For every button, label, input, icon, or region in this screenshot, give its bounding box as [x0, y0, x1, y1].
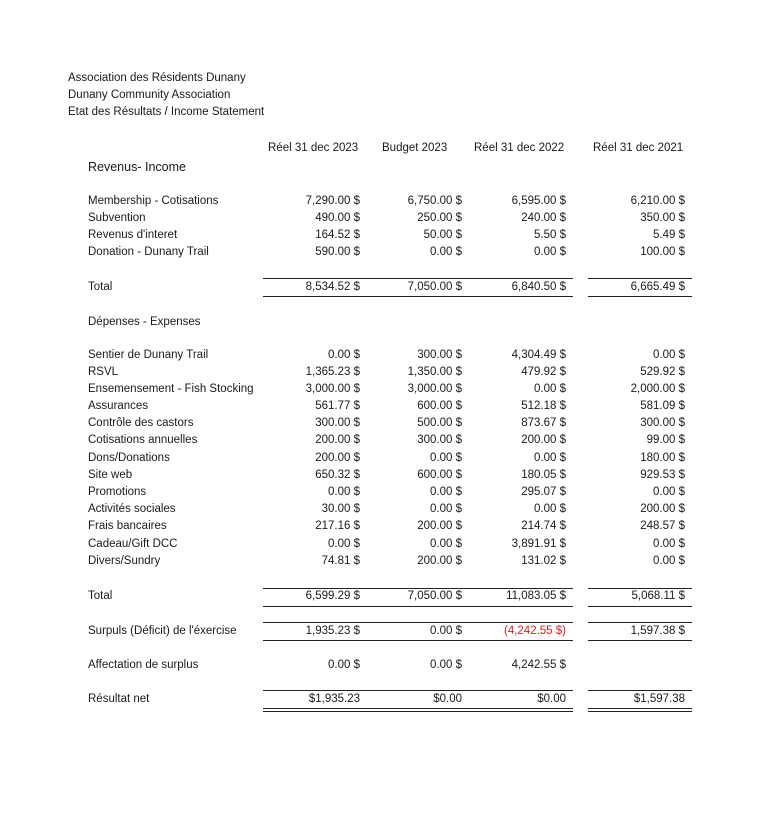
expenses-section-title: Dépenses - Expenses	[88, 316, 201, 328]
divider	[588, 622, 692, 623]
table-row: Membership - Cotisations 7,290.00 $ 6,750.00 $ 6,595.00 $ 6,210.00 $	[88, 195, 685, 207]
org-name-en: Dunany Community Association	[68, 89, 231, 101]
divider	[588, 278, 692, 279]
double-underline	[263, 708, 573, 712]
double-underline	[588, 708, 692, 712]
table-row: Dons/Donations 200.00 $ 0.00 $ 0.00 $ 180.00 $	[88, 452, 685, 464]
divider	[263, 588, 573, 589]
deficit-value: (4,242.55 $)	[503, 625, 566, 637]
table-row: Donation - Dunany Trail 590.00 $ 0.00 $ 0.00 $ 100.00 $	[88, 246, 685, 258]
org-name-fr: Association des Résidents Dunany	[68, 72, 246, 84]
net-result-row: Résultat net $1,935.23 $0.00 $0.00 $1,597.38	[88, 693, 685, 705]
expenses-total-row: Total 6,599.29 $ 7,050.00 $ 11,083.05 $ 5,068.11 $	[88, 590, 685, 602]
col-header-actual-2022: Réel 31 dec 2022	[474, 142, 565, 154]
divider	[263, 640, 573, 641]
divider	[588, 640, 692, 641]
table-row: RSVL 1,365.23 $ 1,350.00 $ 479.92 $ 529.92 $	[88, 366, 685, 378]
table-row: Site web 650.32 $ 600.00 $ 180.05 $ 929.53 $	[88, 469, 685, 481]
col-header-budget-2023: Budget 2023	[382, 142, 448, 154]
table-row: Sentier de Dunany Trail 0.00 $ 300.00 $ 4,304.49 $ 0.00 $	[88, 349, 685, 361]
divider	[588, 296, 692, 297]
divider	[263, 622, 573, 623]
surplus-row: Surpuls (Déficit) de l'éxercise 1,935.23 $ 0.00 $ (4,242.55 $) 1,597.38 $	[88, 625, 685, 637]
table-row: Cotisations annuelles 200.00 $ 300.00 $ 200.00 $ 99.00 $	[88, 434, 685, 446]
divider	[263, 278, 573, 279]
divider	[588, 606, 692, 607]
divider	[588, 588, 692, 589]
divider	[263, 606, 573, 607]
table-row: Subvention 490.00 $ 250.00 $ 240.00 $ 350.00 $	[88, 212, 685, 224]
table-row: Revenus d'interet 164.52 $ 50.00 $ 5.50 $ 5.49 $	[88, 229, 685, 241]
table-row: Assurances 561.77 $ 600.00 $ 512.18 $ 581.09 $	[88, 400, 685, 412]
table-row: Contrôle des castors 300.00 $ 500.00 $ 873.67 $ 300.00 $	[88, 417, 685, 429]
col-header-actual-2021: Réel 31 dec 2021	[593, 142, 684, 154]
income-total-row: Total 8,534.52 $ 7,050.00 $ 6,840.50 $ 6,665.49 $	[88, 281, 685, 293]
table-row: Activités sociales 30.00 $ 0.00 $ 0.00 $ 200.00 $	[88, 503, 685, 515]
income-section-title: Revenus- Income	[88, 160, 186, 174]
table-row: Promotions 0.00 $ 0.00 $ 295.07 $ 0.00 $	[88, 486, 685, 498]
statement-title: Etat des Résultats / Income Statement	[68, 106, 265, 118]
allocation-row: Affectation de surplus 0.00 $ 0.00 $ 4,242.55 $	[88, 659, 566, 671]
table-row: Ensemensement - Fish Stocking 3,000.00 $ 3,000.00 $ 0.00 $ 2,000.00 $	[88, 383, 685, 395]
divider	[263, 296, 573, 297]
divider	[263, 690, 573, 691]
divider	[588, 690, 692, 691]
table-row: Divers/Sundry 74.81 $ 200.00 $ 131.02 $ 0.00 $	[88, 555, 685, 567]
table-row: Cadeau/Gift DCC 0.00 $ 0.00 $ 3,891.91 $ 0.00 $	[88, 538, 685, 550]
col-header-actual-2023: Réel 31 dec 2023	[268, 142, 359, 154]
table-row: Frais bancaires 217.16 $ 200.00 $ 214.74 $ 248.57 $	[88, 520, 685, 532]
